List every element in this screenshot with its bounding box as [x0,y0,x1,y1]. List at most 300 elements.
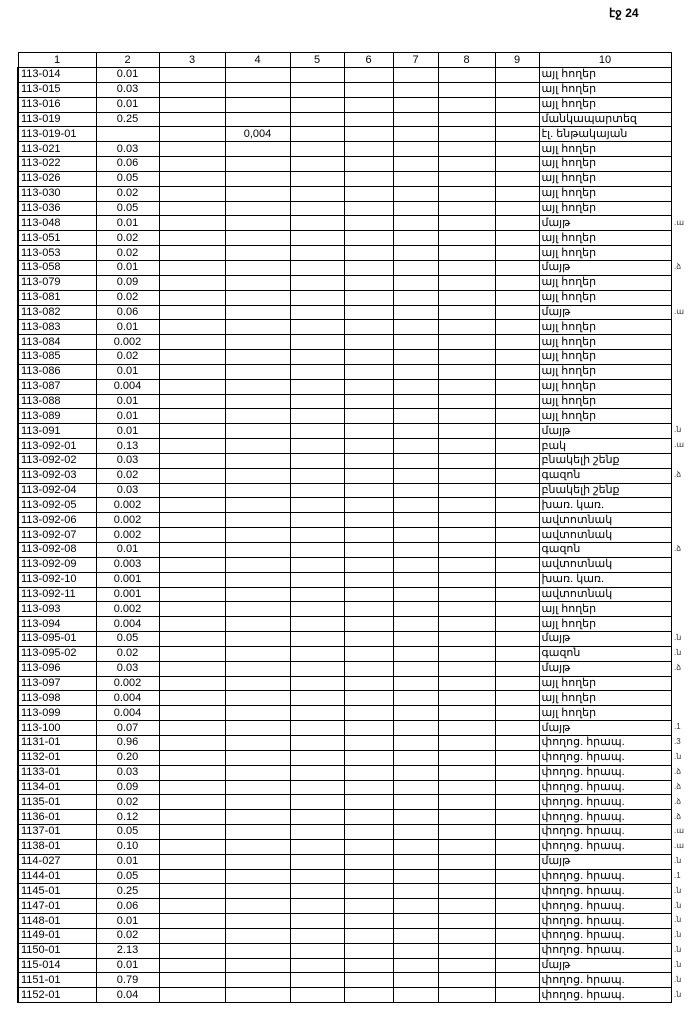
empty-cell [495,246,539,261]
empty-cell [344,498,393,513]
land-use: այլ հողեր [539,186,671,201]
empty-cell [495,364,539,379]
area-value: 0.001 [96,572,159,587]
empty-cell [393,157,438,172]
empty-cell [290,112,344,127]
parcel-code: 113-093 [18,602,96,617]
empty-cell [495,839,539,854]
empty-cell [159,68,225,83]
col4-value [225,528,290,543]
empty-cell [344,157,393,172]
empty-cell [393,498,438,513]
area-value: 0.01 [96,260,159,275]
area-value: 0.02 [96,246,159,261]
column-header: 3 [159,53,225,68]
land-use: ավտոտնակ [539,587,671,602]
margin-note: .ա [674,440,685,450]
col4-value [225,928,290,943]
parcel-code: 1147-01 [18,899,96,914]
col4-value [225,350,290,365]
empty-cell [495,899,539,914]
parcel-code: 113-036 [18,201,96,216]
empty-cell [393,142,438,157]
empty-cell [290,127,344,142]
land-use: այլ հողեր [539,409,671,424]
parcel-code: 1137-01 [18,825,96,840]
empty-cell [290,602,344,617]
area-value: 0.002 [96,528,159,543]
col4-value [225,884,290,899]
margin-note: .ձ [674,796,682,806]
table-row [18,572,671,587]
empty-cell [344,439,393,454]
area-value: 0.003 [96,557,159,572]
empty-cell [438,498,495,513]
empty-cell [495,691,539,706]
col4-value [225,899,290,914]
parcel-code: 113-095-01 [18,632,96,647]
parcel-code: 113-095-02 [18,646,96,661]
empty-cell [393,928,438,943]
empty-cell [438,216,495,231]
col4-value [225,82,290,97]
area-value: 0.01 [96,97,159,112]
empty-cell [438,795,495,810]
table-row [18,468,671,483]
empty-cell [495,572,539,587]
empty-cell [438,646,495,661]
area-value: 0.06 [96,305,159,320]
area-value: 0.03 [96,765,159,780]
area-value: 0.02 [96,186,159,201]
empty-cell [495,290,539,305]
parcel-code: 113-019 [18,112,96,127]
empty-cell [438,884,495,899]
empty-cell [290,394,344,409]
col4-value [225,943,290,958]
empty-cell [438,305,495,320]
empty-cell [393,68,438,83]
empty-cell [438,676,495,691]
parcel-code: 113-051 [18,231,96,246]
empty-cell [344,943,393,958]
land-use: այլ հողեր [539,691,671,706]
area-value: 0.004 [96,691,159,706]
parcel-code: 113-014 [18,68,96,83]
empty-cell [438,320,495,335]
land-use: այլ հողեր [539,290,671,305]
empty-cell [495,231,539,246]
table-row [18,498,671,513]
empty-cell [393,201,438,216]
empty-cell [495,884,539,899]
col4-value [225,706,290,721]
empty-cell [393,350,438,365]
land-use: փողոց. հրապ. [539,988,671,1003]
empty-cell [159,914,225,929]
empty-cell [290,513,344,528]
empty-cell [393,275,438,290]
land-use: մայթ [539,854,671,869]
land-use: այլ հողեր [539,350,671,365]
col4-value [225,379,290,394]
empty-cell [438,439,495,454]
parcel-code: 1145-01 [18,884,96,899]
area-value: 0.04 [96,988,159,1003]
empty-cell [495,958,539,973]
land-use: փողոց. հրապ. [539,914,671,929]
empty-cell [495,661,539,676]
empty-cell [495,513,539,528]
empty-cell [159,706,225,721]
land-use: այլ հողեր [539,617,671,632]
col4-value [225,676,290,691]
empty-cell [159,231,225,246]
empty-cell [438,528,495,543]
empty-cell [290,201,344,216]
margin-note: .ձ [674,544,682,554]
land-use: փողոց. հրապ. [539,810,671,825]
land-use: այլ հողեր [539,68,671,83]
area-value: 0.01 [96,543,159,558]
land-use: փողոց. հրապ. [539,795,671,810]
parcel-code: 113-085 [18,350,96,365]
column-header: 5 [290,53,344,68]
empty-cell [495,216,539,231]
margin-note: .ա [674,826,685,836]
empty-cell [495,453,539,468]
empty-cell [159,587,225,602]
land-use: գազոն [539,646,671,661]
table-row [18,810,671,825]
empty-cell [344,572,393,587]
empty-cell [438,246,495,261]
empty-cell [438,602,495,617]
column-header: 10 [539,53,671,68]
col4-value [225,810,290,825]
table-row [18,884,671,899]
parcel-code: 113-092-01 [18,439,96,454]
empty-cell [344,750,393,765]
empty-cell [438,453,495,468]
empty-cell [438,617,495,632]
empty-cell [495,68,539,83]
empty-cell [495,869,539,884]
parcel-code: 113-092-10 [18,572,96,587]
empty-cell [159,379,225,394]
empty-cell [495,543,539,558]
parcel-code: 113-030 [18,186,96,201]
empty-cell [344,216,393,231]
parcel-code: 113-092-11 [18,587,96,602]
empty-cell [344,424,393,439]
empty-cell [290,572,344,587]
parcel-code: 113-082 [18,305,96,320]
empty-cell [393,513,438,528]
empty-cell [393,305,438,320]
empty-cell [290,884,344,899]
empty-cell [344,825,393,840]
table-row [18,928,671,943]
empty-cell [393,82,438,97]
col4-value [225,854,290,869]
land-use: փողոց. հրապ. [539,943,671,958]
empty-cell [438,171,495,186]
empty-cell [344,973,393,988]
parcel-code: 1131-01 [18,735,96,750]
area-value: 0.06 [96,157,159,172]
parcel-code: 113-092-05 [18,498,96,513]
margin-note: .ա [674,217,685,227]
empty-cell [159,943,225,958]
table-row [18,97,671,112]
parcel-code: 113-021 [18,142,96,157]
land-use: բնակելի շենք [539,453,671,468]
empty-cell [438,869,495,884]
empty-cell [495,988,539,1003]
area-value: 0.05 [96,201,159,216]
table-row [18,750,671,765]
area-value: 0.004 [96,617,159,632]
empty-cell [495,928,539,943]
land-use: այլ հողեր [539,246,671,261]
empty-cell [438,557,495,572]
table-row [18,424,671,439]
table-row [18,275,671,290]
empty-cell [393,528,438,543]
table-row [18,142,671,157]
parcel-code: 113-015 [18,82,96,97]
empty-cell [393,839,438,854]
empty-cell [393,943,438,958]
empty-cell [438,543,495,558]
empty-cell [344,320,393,335]
empty-cell [495,854,539,869]
empty-cell [495,750,539,765]
area-value: 0.02 [96,646,159,661]
empty-cell [393,231,438,246]
empty-cell [495,171,539,186]
parcel-code: 113-084 [18,335,96,350]
empty-cell [495,305,539,320]
col4-value [225,439,290,454]
empty-cell [438,632,495,647]
table-row [18,839,671,854]
empty-cell [159,364,225,379]
empty-cell [159,988,225,1003]
col4-value [225,453,290,468]
table-row [18,795,671,810]
area-value: 0.06 [96,899,159,914]
area-value: 0.13 [96,439,159,454]
parcel-code: 1149-01 [18,928,96,943]
empty-cell [393,617,438,632]
col4-value [225,498,290,513]
parcel-code: 113-083 [18,320,96,335]
empty-cell [393,290,438,305]
empty-cell [344,721,393,736]
empty-cell [290,721,344,736]
table-row [18,661,671,676]
empty-cell [495,735,539,750]
margin-note: .ձ [674,766,682,776]
table-row [18,988,671,1003]
table-row [18,646,671,661]
empty-cell [393,646,438,661]
land-use: փողոց. հրապ. [539,899,671,914]
empty-cell [159,290,225,305]
empty-cell [393,216,438,231]
empty-cell [159,661,225,676]
empty-cell [344,305,393,320]
empty-cell [344,201,393,216]
empty-cell [159,453,225,468]
empty-cell [344,364,393,379]
parcel-code: 113-092-08 [18,543,96,558]
area-value: 0.03 [96,661,159,676]
empty-cell [159,171,225,186]
empty-cell [159,483,225,498]
empty-cell [393,320,438,335]
empty-cell [344,513,393,528]
empty-cell [159,468,225,483]
empty-cell [438,275,495,290]
table-row [18,825,671,840]
empty-cell [290,424,344,439]
empty-cell [393,557,438,572]
area-value: 0.01 [96,958,159,973]
parcel-code: 113-097 [18,676,96,691]
parcel-code: 113-087 [18,379,96,394]
area-value: 0.004 [96,706,159,721]
empty-cell [495,646,539,661]
empty-cell [290,632,344,647]
empty-cell [393,468,438,483]
empty-cell [159,142,225,157]
empty-cell [495,157,539,172]
parcel-code: 1132-01 [18,750,96,765]
empty-cell [159,973,225,988]
table-row [18,394,671,409]
empty-cell [290,409,344,424]
empty-cell [495,468,539,483]
empty-cell [344,142,393,157]
empty-cell [344,735,393,750]
empty-cell [393,112,438,127]
land-use: փողոց. հրապ. [539,780,671,795]
table-row [18,82,671,97]
col4-value [225,513,290,528]
land-use: փողոց. հրապ. [539,869,671,884]
empty-cell [159,735,225,750]
parcel-code: 113-092-03 [18,468,96,483]
col4-value [225,186,290,201]
area-value: 0.10 [96,839,159,854]
land-use: բնակելի շենք [539,483,671,498]
area-value: 0.05 [96,632,159,647]
empty-cell [344,82,393,97]
empty-cell [344,171,393,186]
empty-cell [495,602,539,617]
empty-cell [438,587,495,602]
land-use: ավտոտնակ [539,528,671,543]
empty-cell [344,869,393,884]
empty-cell [495,82,539,97]
empty-cell [159,186,225,201]
table-row [18,854,671,869]
land-use: խառ. կառ. [539,498,671,513]
page-number: էջ 24 [609,6,639,20]
parcel-code: 113-092-02 [18,453,96,468]
parcel-code: 113-086 [18,364,96,379]
land-use: այլ հողեր [539,275,671,290]
empty-cell [438,780,495,795]
parcel-code: 113-092-07 [18,528,96,543]
empty-cell [344,661,393,676]
empty-cell [290,646,344,661]
empty-cell [159,721,225,736]
empty-cell [290,468,344,483]
parcel-code: 1152-01 [18,988,96,1003]
table-row [18,557,671,572]
table-row [18,914,671,929]
empty-cell [290,825,344,840]
empty-cell [393,721,438,736]
parcel-code: 1136-01 [18,810,96,825]
table-row [18,157,671,172]
parcel-code: 1144-01 [18,869,96,884]
col4-value [225,750,290,765]
col4-value [225,483,290,498]
empty-cell [344,765,393,780]
table-row [18,409,671,424]
empty-cell [393,409,438,424]
land-use: մայթ [539,260,671,275]
table-row [18,201,671,216]
empty-cell [344,839,393,854]
empty-cell [290,364,344,379]
margin-note: .3 [674,737,681,747]
col4-value [225,157,290,172]
empty-cell [344,186,393,201]
col4-value [225,557,290,572]
empty-cell [344,958,393,973]
empty-cell [495,142,539,157]
land-use: էլ. ենթակայան [539,127,671,142]
col4-value [225,869,290,884]
empty-cell [290,68,344,83]
land-use: փողոց. հրապ. [539,839,671,854]
empty-cell [344,795,393,810]
empty-cell [393,854,438,869]
table-row [18,632,671,647]
area-value: 0.03 [96,142,159,157]
empty-cell [290,171,344,186]
empty-cell [393,260,438,275]
area-value: 0.002 [96,602,159,617]
empty-cell [495,914,539,929]
empty-cell [438,839,495,854]
table-row [18,721,671,736]
empty-cell [290,676,344,691]
col4-value [225,914,290,929]
col4-value [225,973,290,988]
empty-cell [290,706,344,721]
empty-cell [344,231,393,246]
header-row [18,53,671,68]
empty-cell [393,127,438,142]
empty-cell [438,290,495,305]
